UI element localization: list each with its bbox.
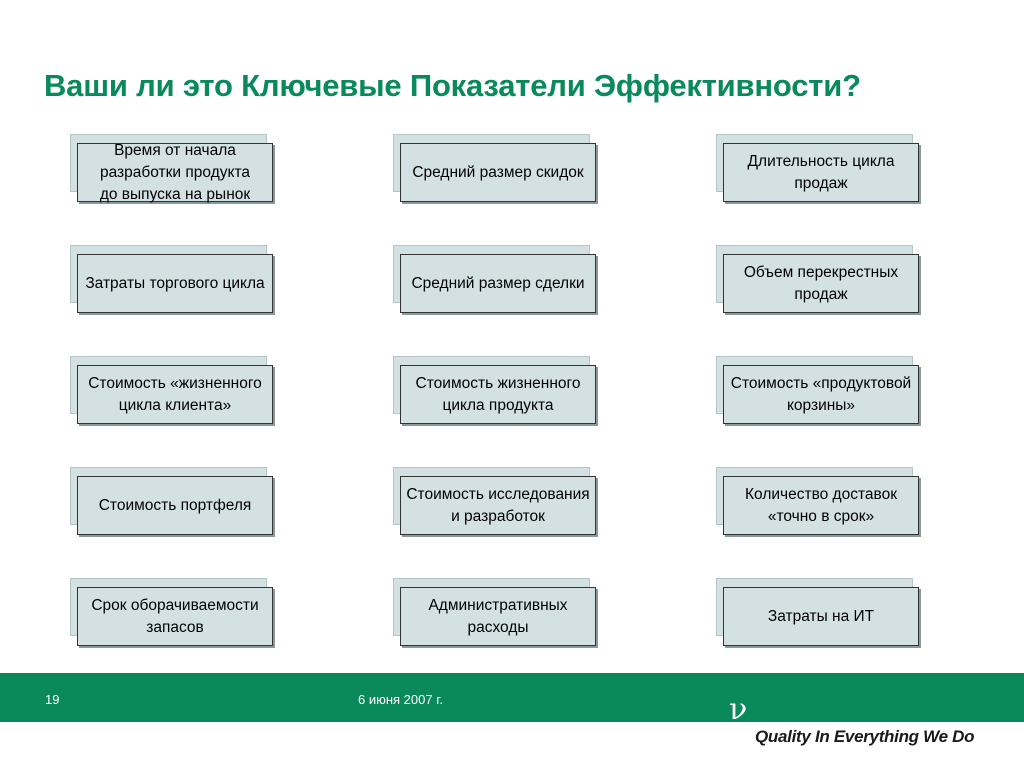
kpi-box [716, 245, 913, 305]
kpi-box-label: Срок оборачиваемости запасов [91, 596, 259, 636]
kpi-box [393, 578, 590, 638]
kpi-box-label: Стоимость портфеля [98, 496, 252, 514]
kpi-box-label: Стоимость исследования и разработок [406, 485, 590, 525]
kpi-box-card [723, 254, 919, 313]
kpi-box-card [723, 476, 919, 535]
company-tagline: Quality In Everything We Do [755, 727, 975, 746]
kpi-box-card [723, 143, 919, 202]
kpi-box-card [723, 365, 919, 424]
kpi-box-card [400, 587, 596, 646]
kpi-box-label: Стоимость «продуктовой корзины» [730, 374, 912, 414]
kpi-box-card [77, 254, 273, 313]
footer-bar [0, 673, 1024, 722]
kpi-box-label: Затраты на ИТ [767, 607, 875, 625]
kpi-box-card [400, 143, 596, 202]
kpi-box-card [400, 365, 596, 424]
kpi-box-label: Административных расходы [428, 596, 568, 636]
kpi-box-card [77, 476, 273, 535]
kpi-box [716, 356, 913, 416]
kpi-box-card [77, 365, 273, 424]
kpi-box [716, 467, 913, 527]
kpi-box-label: Средний размер сделки [411, 274, 585, 292]
kpi-box [716, 578, 913, 638]
company-logo-icon: ν [729, 692, 748, 727]
kpi-box [716, 134, 913, 194]
kpi-box [70, 578, 267, 638]
kpi-box-label: Стоимость «жизненного цикла клиента» [88, 374, 262, 414]
slide-title: Ваши ли это Ключевые Показатели Эффективности? [44, 68, 861, 103]
kpi-box-label: Время от начала разработки продукта до выпуска на рынок [99, 141, 251, 203]
kpi-box-label: Стоимость жизненного цикла продукта [415, 374, 581, 414]
slide-date: 6 июня 2007 г. [358, 692, 443, 707]
kpi-box [393, 467, 590, 527]
kpi-box-label: Средний размер скидок [412, 163, 584, 181]
kpi-box [70, 245, 267, 305]
kpi-box-label: Количество доставок «точно в срок» [745, 485, 897, 525]
kpi-box-card [723, 587, 919, 646]
kpi-box [393, 245, 590, 305]
kpi-box-label: Длительность цикла продаж [747, 152, 895, 192]
slide-number: 19 [45, 692, 60, 707]
kpi-box [70, 356, 267, 416]
kpi-box [393, 356, 590, 416]
kpi-box [70, 467, 267, 527]
kpi-box-card [77, 143, 273, 202]
kpi-box-label: Затраты торгового цикла [85, 274, 265, 292]
kpi-box [70, 134, 267, 203]
kpi-box-card [400, 254, 596, 313]
kpi-box-card [400, 476, 596, 535]
kpi-box [393, 134, 590, 194]
kpi-box-label: Объем перекрестных продаж [743, 263, 899, 303]
kpi-box-card [77, 587, 273, 646]
